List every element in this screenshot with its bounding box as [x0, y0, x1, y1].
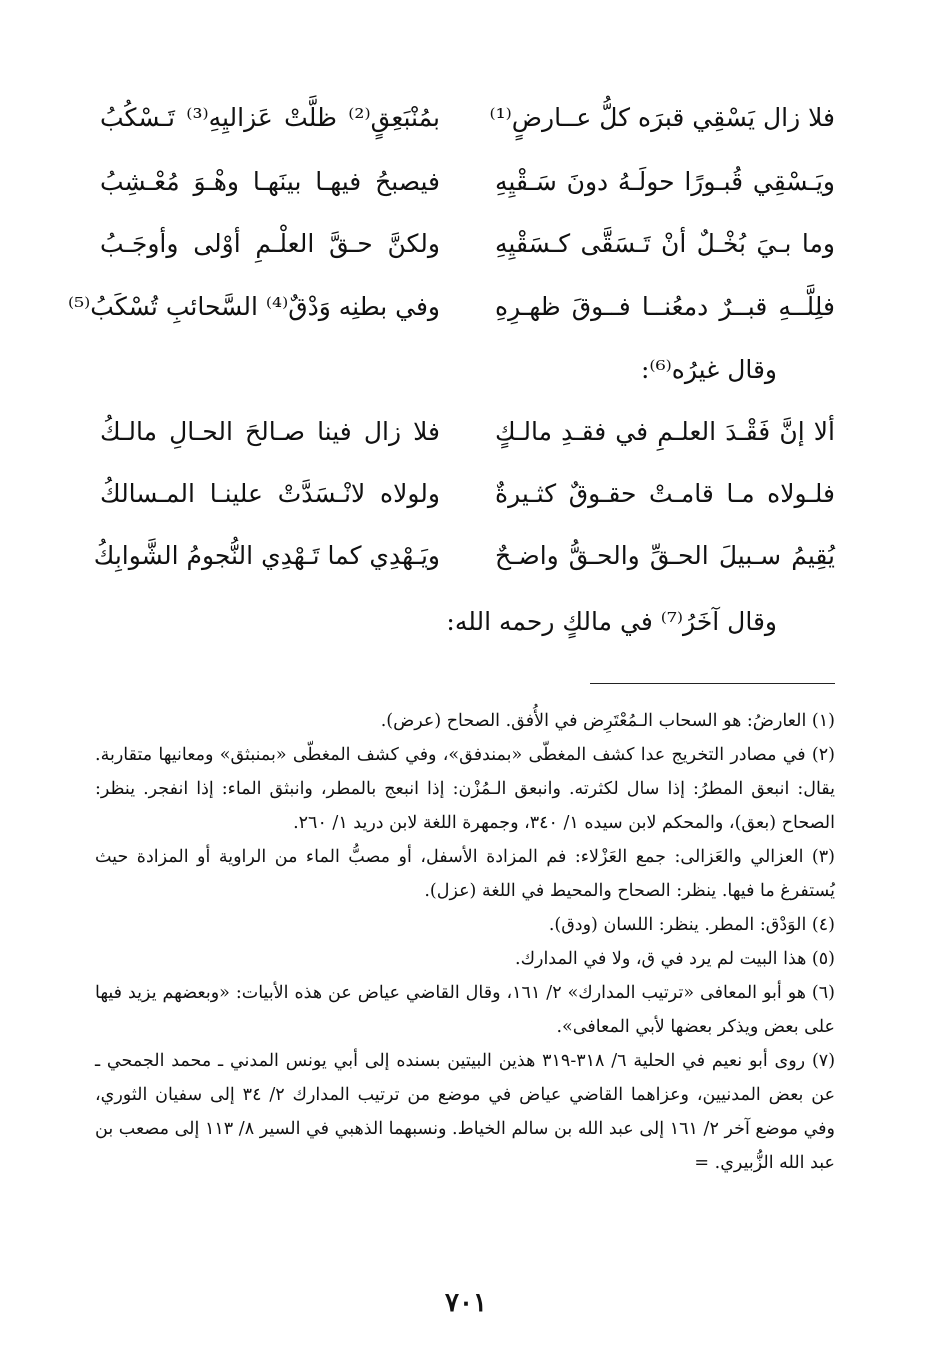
verse-first-hemistich: وما بـيَ بُخْـلٌ أنْ تَـسَقَّى كـسَقْيِهِ: [495, 229, 835, 258]
footnote: (٥) هذا البيت لم يرد في ق، ولا في المدارك.: [515, 949, 835, 969]
verse-line: [93, 534, 835, 594]
verse-first-hemistich: فلـولاه مـا قامـتْ حقـوقٌ كثـيرةٌ: [495, 479, 835, 508]
verse-second-hemistich: فلا زال فينا صـالحَ الحـالِ مالـكُ: [100, 417, 440, 446]
footnote: (٣) العزالي والعَزالى: جمع العَزْلاء: فم المزادة الأسفل، أو مصبُّ الماء من الراوية أو المزادة حيث يُستفرغ ما فيها. ينظر: الصحاح والمحيط في اللغة (عزل).: [95, 847, 835, 901]
verse-second-hemistich: ولكنَّ حـقَّ العلْـمِ أوْلى وأوجَـبُ: [100, 229, 440, 258]
page-number: ٧٠١: [445, 1288, 487, 1318]
verse-line: [100, 222, 835, 282]
verse-first-hemistich: فلا زال يَسْقِي قبرَه كلُّ عــارضٍ⁽¹⁾: [489, 103, 835, 132]
footnote-separator: [590, 683, 835, 684]
footnote: (٤) الوَدْق: المطر. ينظر: اللسان (ودق).: [548, 915, 835, 935]
verse-line: [100, 160, 835, 220]
verse-intro: وقال غيرُه⁽⁶⁾:: [640, 355, 777, 384]
verse-line: [67, 285, 835, 345]
verse-first-hemistich: ويَـسْقِي قُبـورًا حولَـهُ دونَ سَـقْيِهِ: [495, 167, 835, 196]
verse-line: [100, 410, 835, 470]
verse-first-hemistich: يُقِيمُ سـبيلَ الحـقِّ والحـقُّ واضـحٌ: [495, 541, 835, 570]
verse-second-hemistich: وفي بطنِه وَدْقٌ⁽⁴⁾ السَّحائبِ تُسْكَبُ⁽⁵⁾: [67, 292, 440, 321]
verse-line: [100, 472, 835, 532]
verse-intro: وقال آخَرُ⁽⁷⁾ في مالكٍ رحمه الله:: [446, 607, 777, 636]
verse-second-hemistich: فيصبحُ فيهـا بينَهـا وهْـوَ مُعْـشِبُ: [100, 167, 440, 196]
verse-line: [100, 96, 835, 156]
footnote: (٢) في مصادر التخريج عدا كشف المغطّى «بمندفق»، وفي كشف المغطّى «بمنبثق» ومعانيها متقاربة. يقال: انبعق المطرُ: إذا سال لكثرته. وانبعق الـمُزْن: إذا انبعج بالمطر، وانبثق الماء: إذا انفجر. ينظر: الصحاح (بعق)، والمحكم لابن سيده ١/ ٣٤٠، وجمهرة اللغة لابن دريد ١/ ٢٦٠.: [95, 745, 835, 833]
footnotes: [95, 704, 835, 1180]
continuation-mark: =: [694, 1153, 710, 1173]
verse-first-hemistich: ألا إنَّ فَقْـدَ العلـمِ في فقـدِ مالـكٍ: [495, 417, 835, 446]
footnote-text: (٧) روى أبو نعيم في الحلية ٦/ ٣١٨-٣١٩ هذين البيتين بسنده إلى أبي يونس المدني ـ محمد الجمحي ـ عن بعض المدنيين، وعزاهما القاضي عياض في موضع من ترتيب المدارك ٢/ ٣٤ إلى سفيان الثوري، وفي موضع آخر ٢/ ١٦١ إلى عبد الله بن سالم الخياط. ونسبهما الذهبي في السير ٨/ ١١٣ إلى مصعب بن عبد الله الزُّبيري.: [95, 1051, 836, 1173]
verse-second-hemistich: ولولاه لانْـسَدَّتْ علينـا المـسالكُ: [100, 479, 440, 508]
footnote: (١) العارضُ: هو السحاب الـمُعْتَرِض في الأُفق. الصحاح (عرض).: [380, 711, 835, 731]
footnote: [95, 1044, 835, 1180]
verse-second-hemistich: ويَـهْدِي كما تَـهْدِي النُّجومُ الشَّوابِكُ: [93, 541, 440, 570]
verse-second-hemistich: بمُنْبَعِقٍ⁽²⁾ ظلَّتْ عَزاليِهِ⁽³⁾ تَـسْكُبُ: [100, 103, 440, 132]
verse-first-hemistich: فلِلَّــهِ قبــرٌ دمعُنــا فــوقَ ظهـرِهِ: [495, 292, 835, 321]
footnote: (٦) هو أبو المعافى «ترتيب المدارك» ٢/ ١٦١، وقال القاضي عياض عن هذه الأبيات: «وبعضهم يزيد فيها على بعض ويذكر بعضها لأبي المعافى».: [95, 983, 835, 1037]
